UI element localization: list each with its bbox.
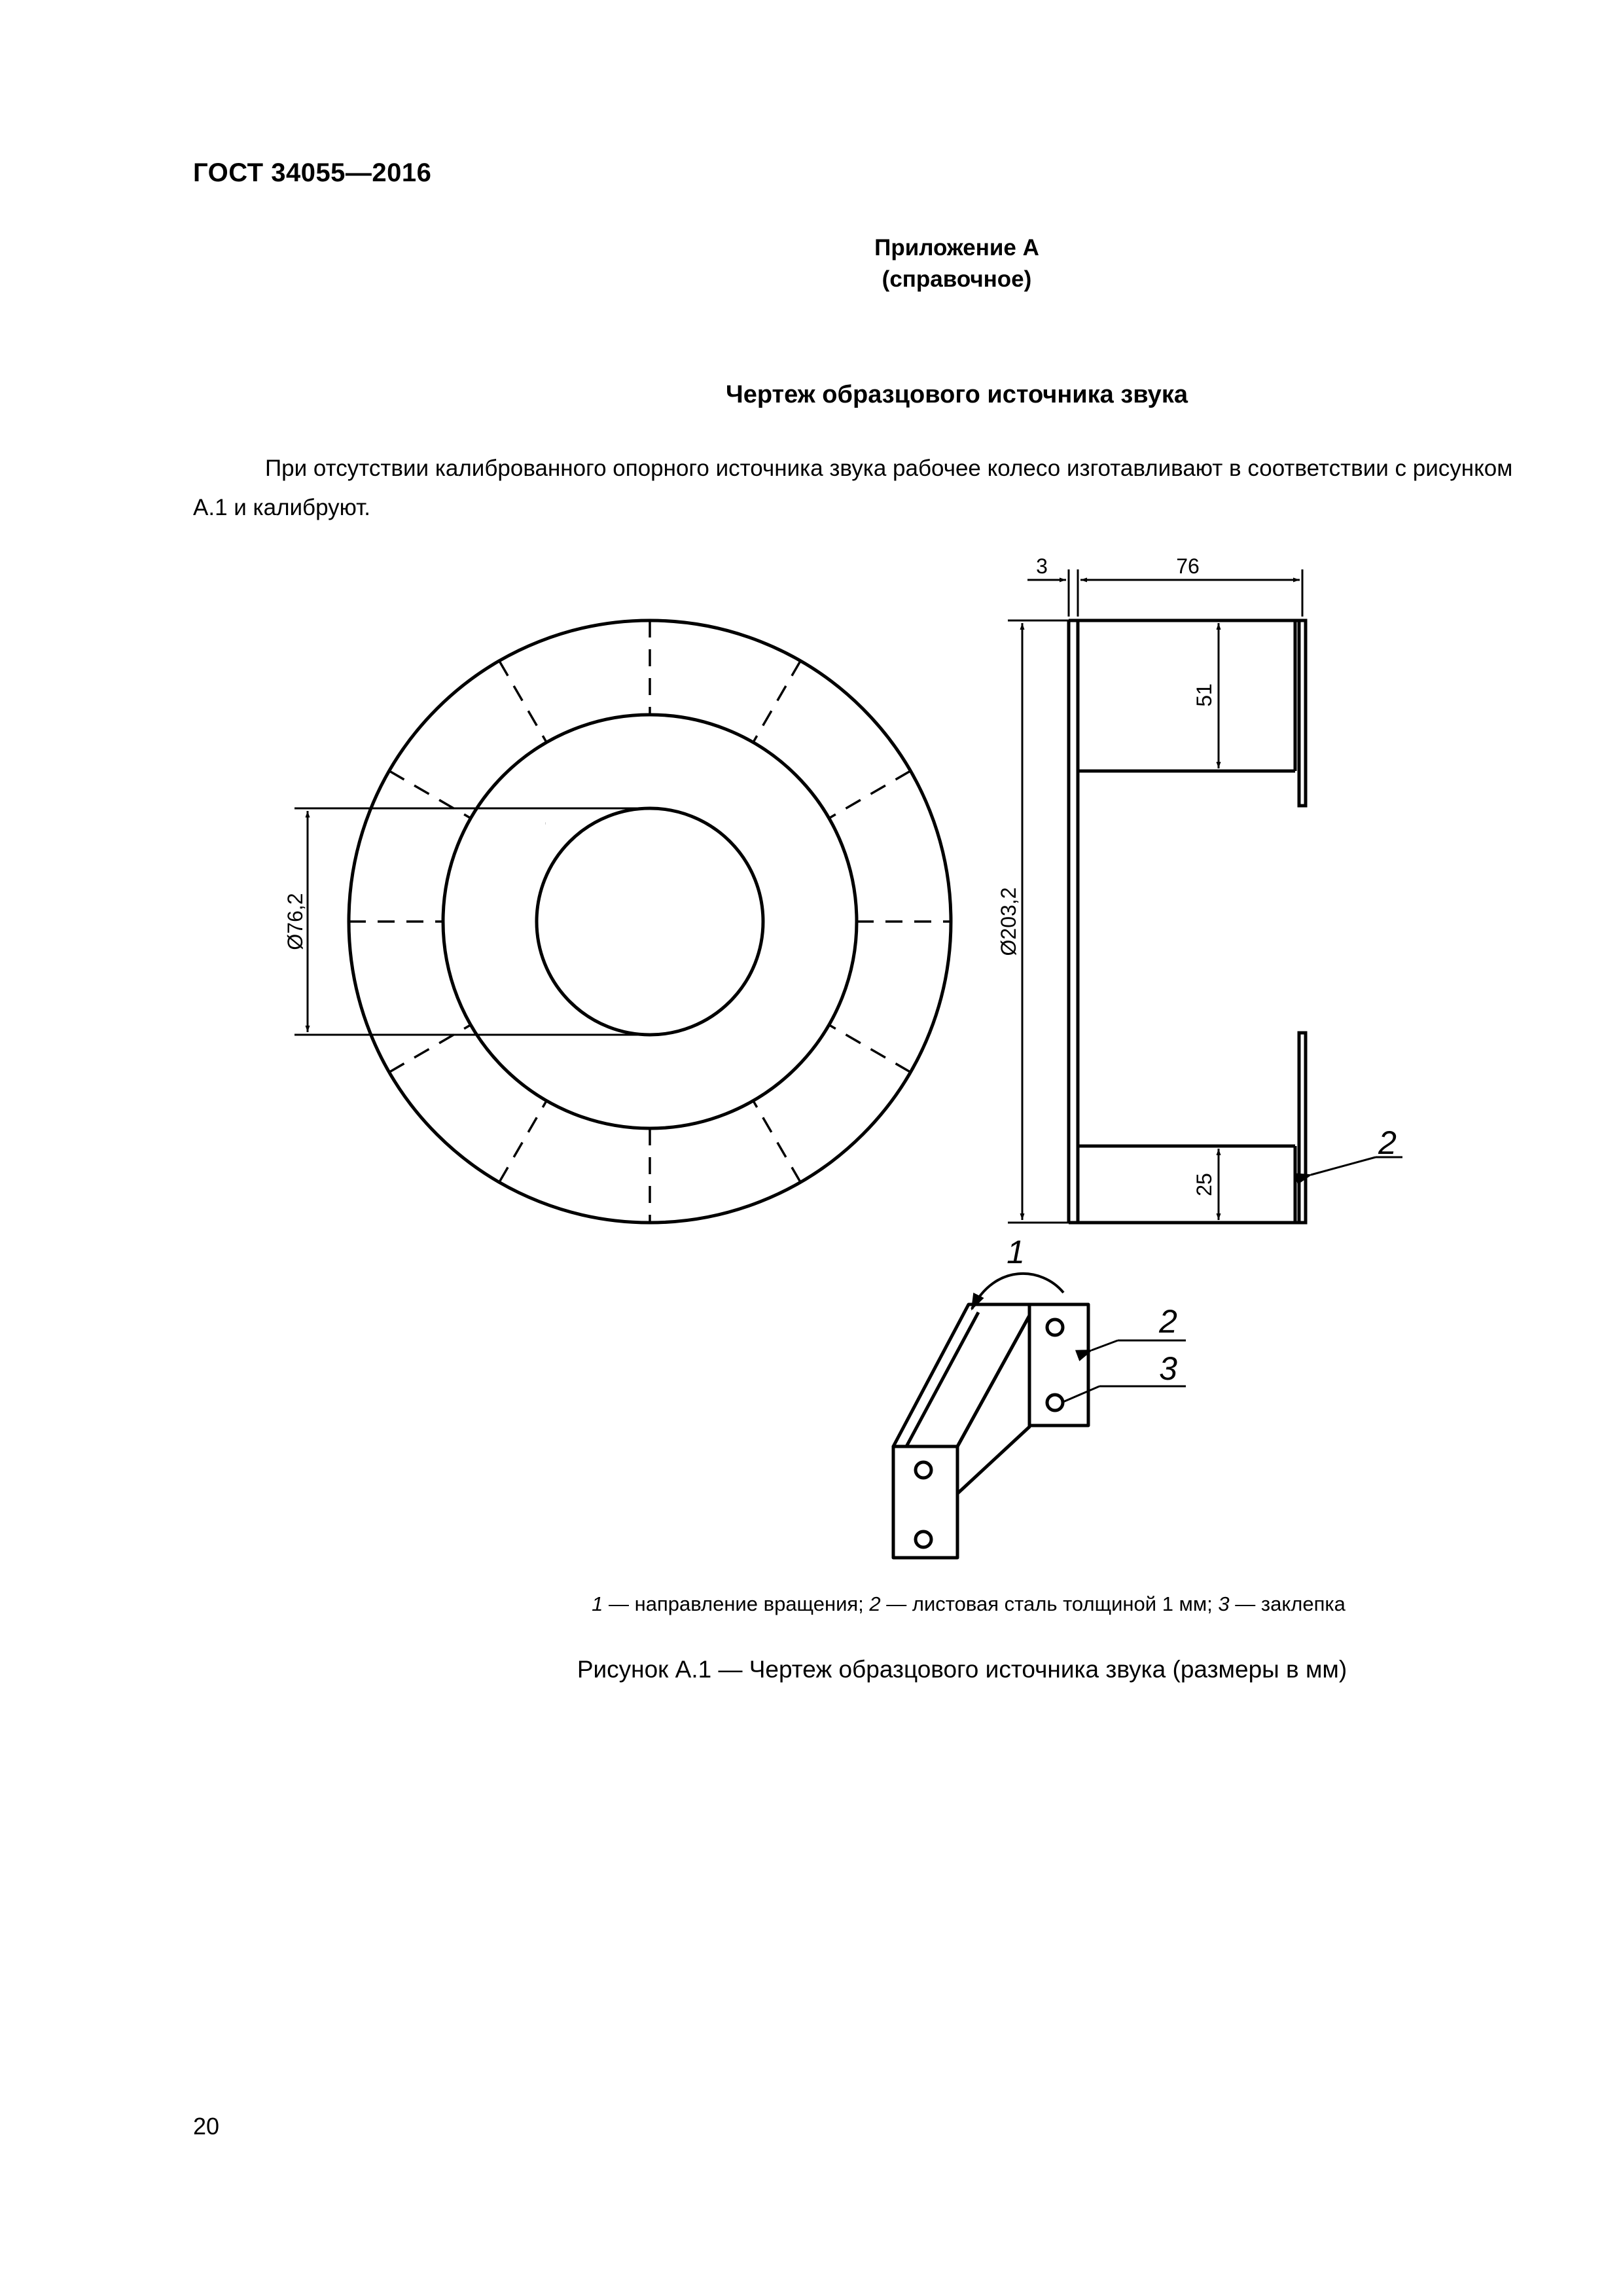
document-header: ГОСТ 34055—2016 <box>193 158 432 187</box>
side-view-dimensions <box>1008 569 1402 1223</box>
appendix-label: Приложение А <box>874 235 1039 260</box>
bottom-depth-label: 25 <box>1192 1173 1216 1196</box>
page-number: 20 <box>193 2113 220 2140</box>
callout-2-side: 2 <box>1378 1124 1397 1161</box>
legend-num-1: 1 <box>592 1592 603 1615</box>
middle-circle <box>443 715 857 1128</box>
legend-text-2: — листовая сталь толщиной 1 мм; <box>880 1592 1219 1615</box>
figure-caption <box>0 1656 1623 1683</box>
legend-num-2: 2 <box>869 1592 881 1615</box>
callout-2-blade: 2 <box>1159 1303 1177 1340</box>
callout-1: 1 <box>1007 1234 1025 1270</box>
thickness-label: 3 <box>1036 554 1048 578</box>
section-title-text: Чертеж образцового источника звука <box>726 381 1188 408</box>
legend-text-3: — заклепка <box>1229 1592 1346 1615</box>
inner-diameter-label: Ø76,2 <box>283 893 307 950</box>
blade-dashes <box>349 620 951 1223</box>
top-depth-label: 51 <box>1192 683 1216 707</box>
figure-legend <box>0 1592 1623 1616</box>
appendix-type: (справочное) <box>882 266 1032 292</box>
outer-diameter-label: Ø203,2 <box>997 887 1020 956</box>
inner-circle <box>537 808 763 1035</box>
callout-3: 3 <box>1159 1350 1177 1387</box>
width-label: 76 <box>1176 554 1200 578</box>
legend-text-1: — направление вращения; <box>603 1592 870 1615</box>
blade-isometric-view <box>893 1304 1088 1558</box>
wheel-side-view <box>1069 620 1306 1223</box>
body-paragraph: При отсутствии калиброванного опорного источника звука рабочее колесо изготавливают в соответствии с рисунком А.1 и калибруют. <box>193 456 1513 520</box>
wheel-front-view <box>294 620 951 1223</box>
figure-caption-text: Рисунок А.1 — Чертеж образцового источника звука (размеры в мм) <box>577 1656 1347 1683</box>
legend-num-3: 3 <box>1218 1592 1230 1615</box>
